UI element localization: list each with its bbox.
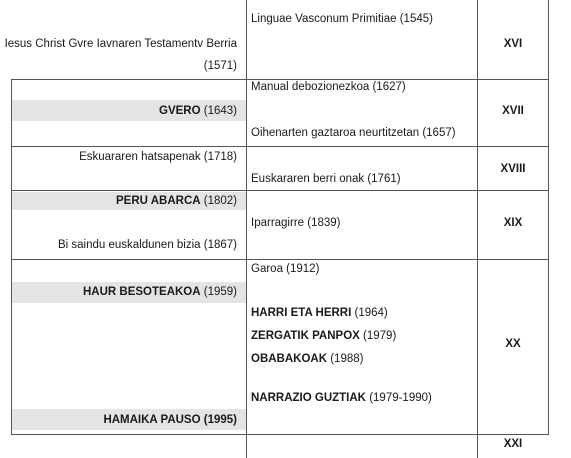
book-entry: GVERO (1643) xyxy=(159,105,237,117)
row-divider xyxy=(11,434,549,435)
table-left-border xyxy=(11,79,12,435)
century-label: XXI xyxy=(503,438,523,450)
century-label: XVIII xyxy=(500,163,526,175)
row-divider xyxy=(11,190,549,191)
book-entry: (1571) xyxy=(203,60,237,72)
century-label: XX xyxy=(505,338,521,350)
book-entry: PERU ABARCA (1802) xyxy=(116,195,237,207)
row-divider xyxy=(11,259,549,260)
book-entry: ZERGATIK PANPOX (1979) xyxy=(251,330,397,342)
book-entry: Oihenarten gaztaroa neurtitzetan (1657) xyxy=(251,127,456,139)
column-divider-left xyxy=(246,0,247,458)
book-entry: HAUR BESOTEAKOA (1959) xyxy=(83,286,237,298)
century-label: XVII xyxy=(502,105,524,117)
book-entry: Euskararen berri onak (1761) xyxy=(251,173,401,185)
book-entry: Linguae Vasconum Primitiae (1545) xyxy=(251,13,433,25)
book-entry: HARRI ETA HERRI (1964) xyxy=(251,307,388,319)
book-entry: Manual debozionezkoa (1627) xyxy=(251,81,406,93)
book-entry: Iparragirre (1839) xyxy=(251,217,341,229)
table-right-border xyxy=(548,0,549,435)
book-entry: Garoa (1912) xyxy=(251,263,320,275)
book-entry: Bi saindu euskaldunen bizia (1867) xyxy=(57,239,237,251)
book-entry: Eskuararen hatsapenak (1718) xyxy=(79,151,237,163)
century-label: XIX xyxy=(503,217,523,229)
book-entry: OBABAKOAK (1988) xyxy=(251,353,364,365)
book-entry: HAMAIKA PAUSO (1995) xyxy=(103,414,237,426)
book-entry: NARRAZIO GUZTIAK (1979-1990) xyxy=(251,392,432,404)
book-entry: Iesus Christ Gvre Iavnaren Testamentv Berria xyxy=(4,38,237,50)
century-label: XVI xyxy=(503,38,523,50)
row-divider xyxy=(11,146,549,147)
